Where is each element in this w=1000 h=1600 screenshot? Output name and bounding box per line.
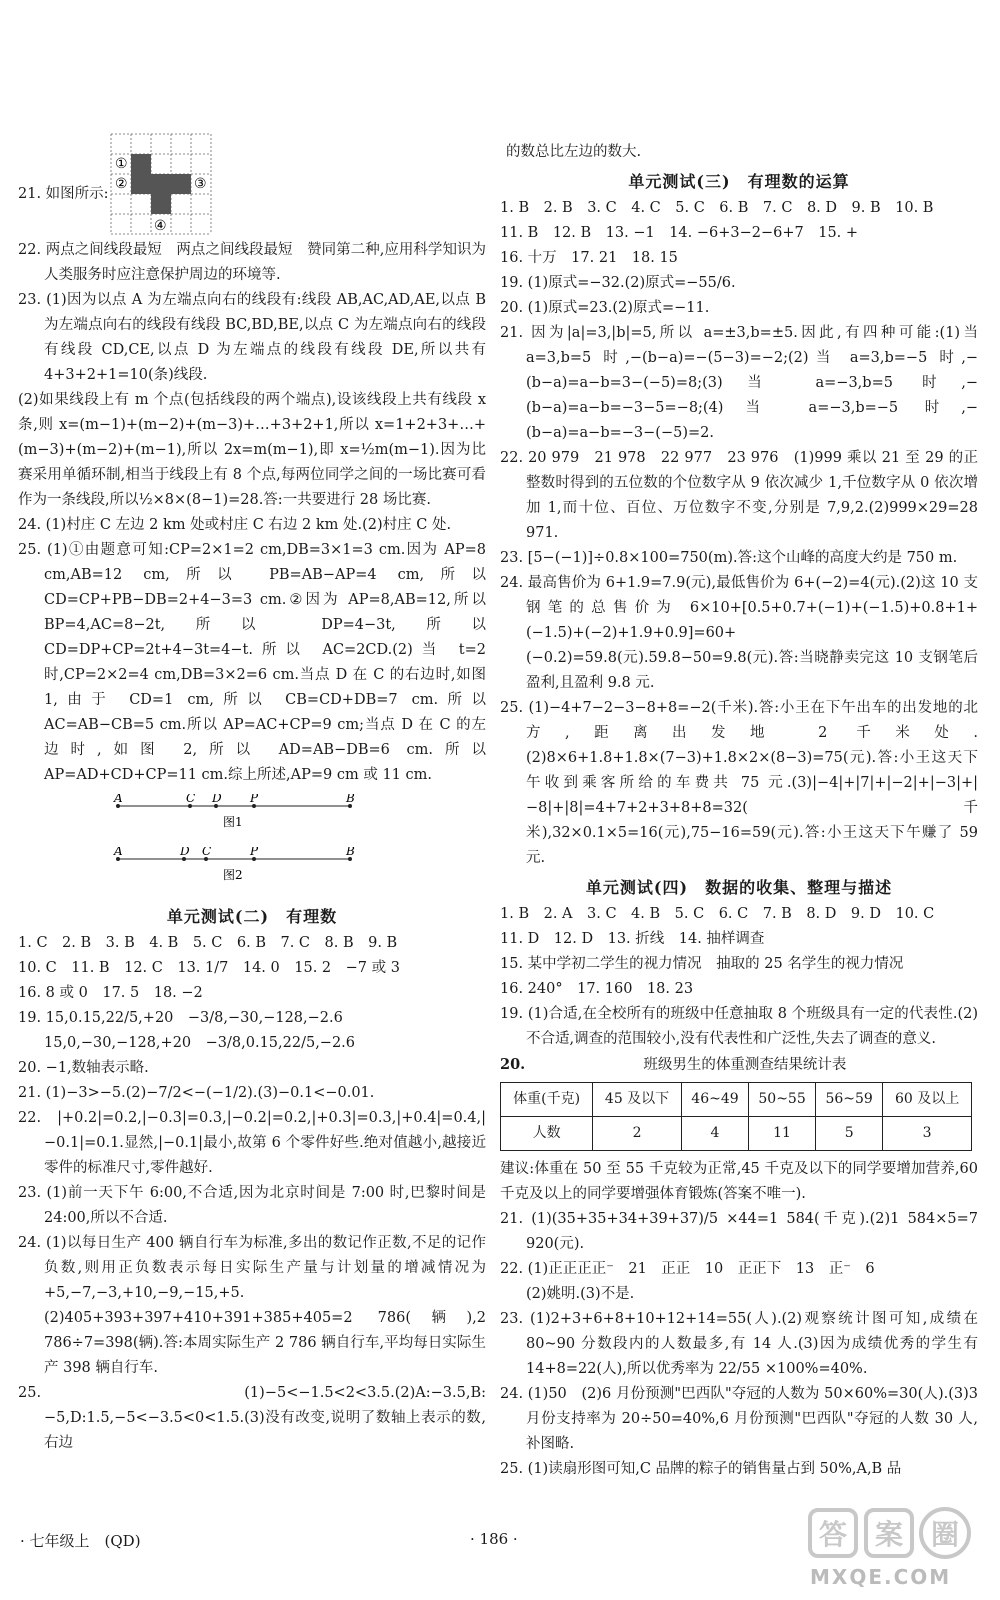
answer-24: 24. (1)村庄 C 左边 2 km 处或村庄 C 右边 2 km 处.(2)村庄 C 处. [18,517,452,533]
table-title: 班级男生的体重测查结果统计表 [643,1057,847,1073]
fig1-point-p: P [250,794,259,805]
answer-25: 25. (1)①由题意可知:CP=2×1=2 cm,DB=3×1=3 cm.因为 AP=8 cm,AB=12 cm,所以 PB=AB−AP=4 cm,所以 CD=CP+PB−DB=2+4−3=3 cm.②因为 AP=8,AB=12,所以 BP=4,AC=8−2t,所以 DP=4−3t,所以 CD=DP+CP=2t+4−3t=4−t.所以 AC=2CD.(2)当 t=2 时,CP=2×2=4 cm,DB=3×2=6 cm.当点 D 在 C 的右边时,如图 1,由于 CD=1 cm,所以 CB=CD+DB=7 cm.所以 AC=AB−CB=5 cm.所以 AP=AC+CP=9 cm;当点 D 在 C 的左边时,如图 2,所以 AD=AB−DB=6 cm.所以 AP=AD+CD+CP=11 cm.综上所述,AP=9 cm 或 11 cm. [18,542,486,783]
circled-2: ② [115,176,128,192]
answer-20: 20. (1)原式=23.(2)原式=−11. [500,300,710,316]
answer-24: 24. 最高售价为 6+1.9=7.9(元),最低售价为 6+(−2)=4(元).(2)这 10 支钢笔的总售价为 6×10+[0.5+0.7+(−1)+(−1.5)+0.8+1+(−1.5)+(−2)+1.9+0.9]=60+(−0.2)=59.8(元).59.8−50=9.8(元).答:当晓静卖完这 10 支钢笔后盈利,且盈利 9.8 元. [500,575,978,691]
watermark-logo-char: 案 [874,1518,904,1551]
q21-label: 21. 如图所示: [18,186,109,202]
sec4-choice-line3: 15. 某中学初二学生的视力情况 抽取的 25 名学生的视力情况 [500,956,904,972]
answer-22b: 22. (1)正正正正⁻ 21 正正 10 正正下 13 正⁻ 6 [500,1261,875,1277]
fig2-caption: 图2 [223,868,243,882]
answer-23: 23. [5−(−1)]÷0.8×100=750(m).答:这个山峰的高度大约是 750 m. [500,550,958,566]
table-header-cell: 56~59 [816,1083,883,1117]
fig2-point-p: P [250,847,259,858]
answer-20: 20. −1,数轴表示略. [18,1060,149,1076]
answer-22c: (2)姚明.(3)不是. [526,1286,635,1302]
table-header-cell: 体重(千克) [501,1083,593,1117]
table-header-cell: 46~49 [681,1083,748,1117]
figure-1 [18,794,486,900]
fig1-point-b: B [346,794,355,805]
answer-19: 19. (1)原式=−32.(2)原式=−55/6. [500,275,736,291]
sec2-choice-line2: 10. C 11. B 12. C 13. 1/7 14. 0 15. 2 −7 或 3 [18,960,400,976]
table-cell: 11 [749,1117,816,1151]
page-number: · 186 · [470,1530,518,1548]
q21-figure-block [18,130,486,238]
table-cell: 人数 [501,1117,593,1151]
fig2-point-b: B [346,847,355,858]
sec2-choice-line1: 1. C 2. B 3. B 4. B 5. C 6. B 7. C 8. B 9. B [18,935,398,951]
answer-25b: 25. (1)读扇形图可知,C 品牌的粽子的销售量占到 50%,A,B 品 [500,1461,902,1477]
sec3-choice-line1: 1. B 2. B 3. C 4. C 5. C 6. B 7. C 8. D 9. B 10. B [500,200,934,216]
answer-22: 22. 两点之间线段最短 两点之间线段最短 赞同第二种,应用科学知识为人类服务时应注意保护周边的环境等. [18,242,486,283]
watermark-text: MXQE.COM [810,1565,952,1589]
answer-19-line2: 15,0,−30,−128,+20 −3/8,0.15,22/5,−2.6 [44,1035,356,1051]
watermark-logo-char: 答 [818,1518,848,1551]
answer-24b: 24. (1)以每日生产 400 辆自行车为标准,多出的数记作正数,不足的记作负数,则用正负数表示每日实际生产量与计划量的增减情况为+5,−7,−3,+10,−9,−15,+5.(2)405+393+397+410+391+385+405=2 786(辆),2 786÷7=398(辆).答:本周实际生产 2 786 辆自行车,平均每日实际生产 398 辆自行车. [18,1235,486,1376]
circled-4: ④ [154,218,167,234]
fig2-point-a: A [114,847,123,858]
sec4-choice-line2: 11. D 12. D 13. 折线 14. 抽样调查 [500,931,765,947]
left-column [18,130,486,1456]
grade-label: · 七年级上 (QD) [20,1532,141,1550]
q21-grid-figure [106,130,216,238]
shaded-shape [131,154,191,214]
sec3-choice-line2: 11. B 12. B 13. −1 14. −6+3−2−6+7 15. + [500,225,859,241]
fig1-point-a: A [114,794,123,805]
answer-23-part1: 23. (1)因为以点 A 为左端点向右的线段有:线段 AB,AC,AD,AE,以点 B 为左端点向右的线段有线段 BC,BD,BE,以点 C 为左端点向右的线段有线段 CD,CE,以点 D 为左端点的线段有线段 DE,所以共有 4+3+2+1=10(条)线段. [18,292,486,383]
table-header-cell: 60 及以上 [883,1083,972,1117]
answer-20-block [500,1052,978,1078]
answer-21: 21. (1)−3>−5.(2)−7/2<−(−1/2).(3)−0.1<−0.01. [18,1085,375,1101]
answer-22: 22. 20 979 21 978 22 977 23 976 (1)999 乘以 21 至 29 的正整数时得到的五位数的个位数字从 9 依次减少 1,千位数字从 0 依次增加 1,而十位、百位、万位数字不变,分别是 7,9,2.(2)999×29=28 971. [500,450,978,541]
right-column [500,140,978,1482]
circled-3: ③ [194,176,207,192]
section-title-2: 单元测试(二) 有理数 [166,907,338,926]
answer-23b: 23. (1)2+3+6+8+10+12+14=55(人).(2)观察统计图可知,成绩在 80~90 分数段内的人数最多,有 14 人.(3)因为成绩优秀的学生有 14+8=22(人),所以优秀率为 22/55 ×100%=40%. [500,1311,978,1377]
answer-22b: 22. |+0.2|=0.2,|−0.3|=0.3,|−0.2|=0.2,|+0.3|=0.3,|+0.4|=0.4,|−0.1|=0.1.显然,|−0.1|最小,故第 6 个零件好些.绝对值越小,越接近零件的标准尺寸,零件越好. [18,1110,486,1176]
sec2-choice-line3: 16. 8 或 0 17. 5 18. −2 [18,985,203,1001]
watermark-logo-char: 圈 [930,1518,960,1551]
table-row [501,1117,972,1151]
sec4-choice-line4: 16. 240° 17. 160 18. 23 [500,981,694,997]
answer-19-line1: 19. 15,0.15,22/5,+20 −3/8,−30,−128,−2.6 [18,1010,343,1026]
sec3-choice-line3: 16. 十万 17. 21 18. 15 [500,250,678,266]
table-header-cell: 45 及以下 [593,1083,682,1117]
section-title-3: 单元测试(三) 有理数的运算 [628,172,850,191]
answer-20-number: 20. [500,1056,526,1073]
circled-1: ① [115,156,128,172]
table-cell: 3 [883,1117,972,1151]
answer-21: 21. 因为|a|=3,|b|=5,所以 a=±3,b=±5.因此,有四种可能:(1)当 a=3,b=5 时,−(b−a)=−(5−3)=−2;(2)当 a=3,b=−5 时,−(b−a)=a−b=3−(−5)=8;(3)当 a=−3,b=5 时,−(b−a)=a−b=−3−5=−8;(4)当 a=−3,b=−5 时,−(b−a)=a−b=−3−(−5)=2. [500,325,978,441]
answer-21b: 21. (1)(35+35+34+39+37)/5 ×44=1 584(千克).(2)1 584×5=7 920(元). [500,1211,978,1252]
table-header-row [501,1083,972,1117]
table-cell: 4 [681,1117,748,1151]
continuation-text: 的数总比左边的数大. [506,144,642,160]
fig2-point-d: D [180,847,190,858]
fig1-point-d: D [212,794,222,805]
fig1-caption: 图1 [223,815,243,829]
answer-25b: 25. (1)−5<−1.5<2<3.5.(2)A:−3.5,B:−5,D:1.5,−5<−3.5<0<1.5.(3)没有改变,说明了数轴上表示的数,右边 [18,1385,486,1451]
answer-23b: 23. (1)前一天下午 6:00,不合适,因为北京时间是 7:00 时,巴黎时间是 24:00,所以不合适. [18,1185,486,1226]
table-header-cell: 50~55 [749,1083,816,1117]
answer-23-part2: (2)如果线段上有 m 个点(包括线段的两个端点),设该线段上共有线段 x 条,则 x=(m−1)+(m−2)+(m−3)+…+3+2+1,所以 x=1+2+3+…+(m−3)+(m−2)+(m−1),所以 2x=m(m−1),即 x=½m(m−1).因为比赛采用单循环制,相当于线段上有 8 个点,每两位同学之间的一场比赛可看作为一条线段,所以½×8×(8−1)=28.答:一共要进行 28 场比赛. [18,392,486,508]
table-cell: 2 [593,1117,682,1151]
answer-19b: 19. (1)合适,在全校所有的班级中任意抽取 8 个班级具有一定的代表性.(2)不合适,调查的范围较小,没有代表性和广泛性,失去了调查的意义. [500,1006,978,1047]
weight-stats-table [500,1082,972,1151]
answer-25: 25. (1)−4+7−2−3−8+8=−2(千米).答:小王在下午出车的出发地的北方,距离出发地 2 千米处.(2)8×6+1.8+1.8×(7−3)+1.8×2×(8−3)=75(元).答:小王这天下午收到乘客所给的车费共 75 元.(3)|−4|+|7|+|−2|+|−3|+|−8|+|8|=4+7+2+3+8+8=32(千米),32×0.1×5=16(元),75−16=59(元).答:小王这天下午赚了 59 元. [500,700,978,866]
table-cell: 5 [816,1117,883,1151]
fig2-point-c: C [202,847,212,858]
answer-24b: 24. (1)50 (2)6 月份预测"巴西队"夺冠的人数为 50×60%=30(人).(3)3 月份支持率为 20÷50=40%,6 月份预测"巴西队"夺冠的人数 30 人,补图略. [500,1386,978,1452]
answer-20-advice: 建议:体重在 50 至 55 千克较为正常,45 千克及以下的同学要增加营养,60 千克及以上的同学要增强体育锻炼(答案不唯一). [500,1161,978,1202]
section-title-4: 单元测试(四) 数据的收集、整理与描述 [585,878,893,897]
sec4-choice-line1: 1. B 2. A 3. C 4. B 5. C 6. C 7. B 8. D 9. D 10. C [500,906,935,922]
fig1-point-c: C [186,794,196,805]
